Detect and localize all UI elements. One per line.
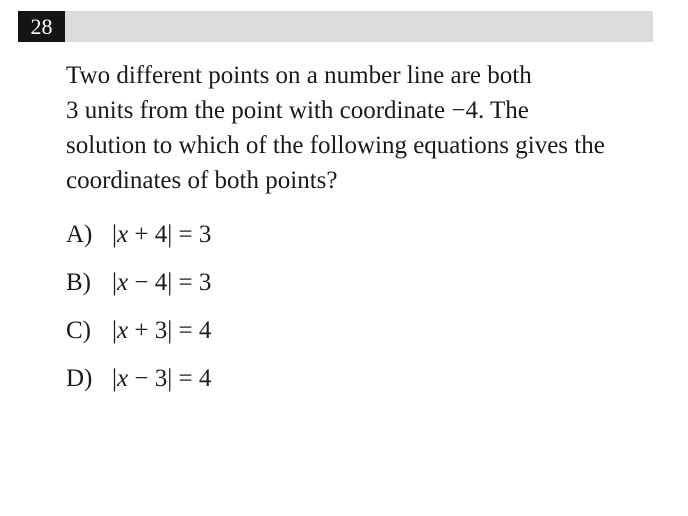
question-number-badge: 28: [18, 11, 65, 42]
choice-c[interactable]: [66, 313, 211, 361]
abs-bar-open: |: [112, 317, 118, 344]
equation-rhs: = 3: [172, 269, 212, 296]
choice-d[interactable]: [66, 361, 211, 409]
stem-line: coordinates of both points?: [66, 167, 338, 194]
abs-bar-open: |: [112, 269, 118, 296]
abs-bar-close: |: [167, 365, 173, 392]
equation-term: + 3: [128, 317, 168, 344]
abs-bar-close: |: [167, 221, 173, 248]
choice-letter: A): [66, 221, 93, 248]
abs-bar-close: |: [167, 269, 173, 296]
stem-line: 3 units from the point with coordinate −4. The: [66, 97, 529, 124]
question-stem: [66, 58, 666, 198]
choice-equation: [112, 361, 211, 397]
variable-x: x: [117, 317, 129, 344]
equation-term: + 4: [128, 221, 168, 248]
answer-choices: [66, 217, 211, 409]
choice-a[interactable]: [66, 217, 211, 265]
choice-letter: D): [66, 365, 93, 392]
variable-x: x: [117, 221, 129, 248]
choice-letter: B): [66, 269, 91, 296]
equation-rhs: = 4: [172, 365, 212, 392]
choice-equation: [112, 217, 211, 253]
equation-term: − 4: [128, 269, 168, 296]
abs-bar-open: |: [112, 365, 118, 392]
stem-line: Two different points on a number line are both: [66, 62, 532, 89]
choice-b[interactable]: [66, 265, 211, 313]
abs-bar-close: |: [167, 317, 173, 344]
abs-bar-open: |: [112, 221, 118, 248]
equation-rhs: = 4: [172, 317, 212, 344]
equation-term: − 3: [128, 365, 168, 392]
variable-x: x: [117, 365, 129, 392]
choice-equation: [112, 313, 211, 349]
equation-rhs: = 3: [172, 221, 212, 248]
choice-letter: C): [66, 317, 91, 344]
question-header-bar: [18, 11, 653, 42]
variable-x: x: [117, 269, 129, 296]
choice-equation: [112, 265, 211, 301]
stem-line: solution to which of the following equations gives the: [66, 132, 605, 159]
